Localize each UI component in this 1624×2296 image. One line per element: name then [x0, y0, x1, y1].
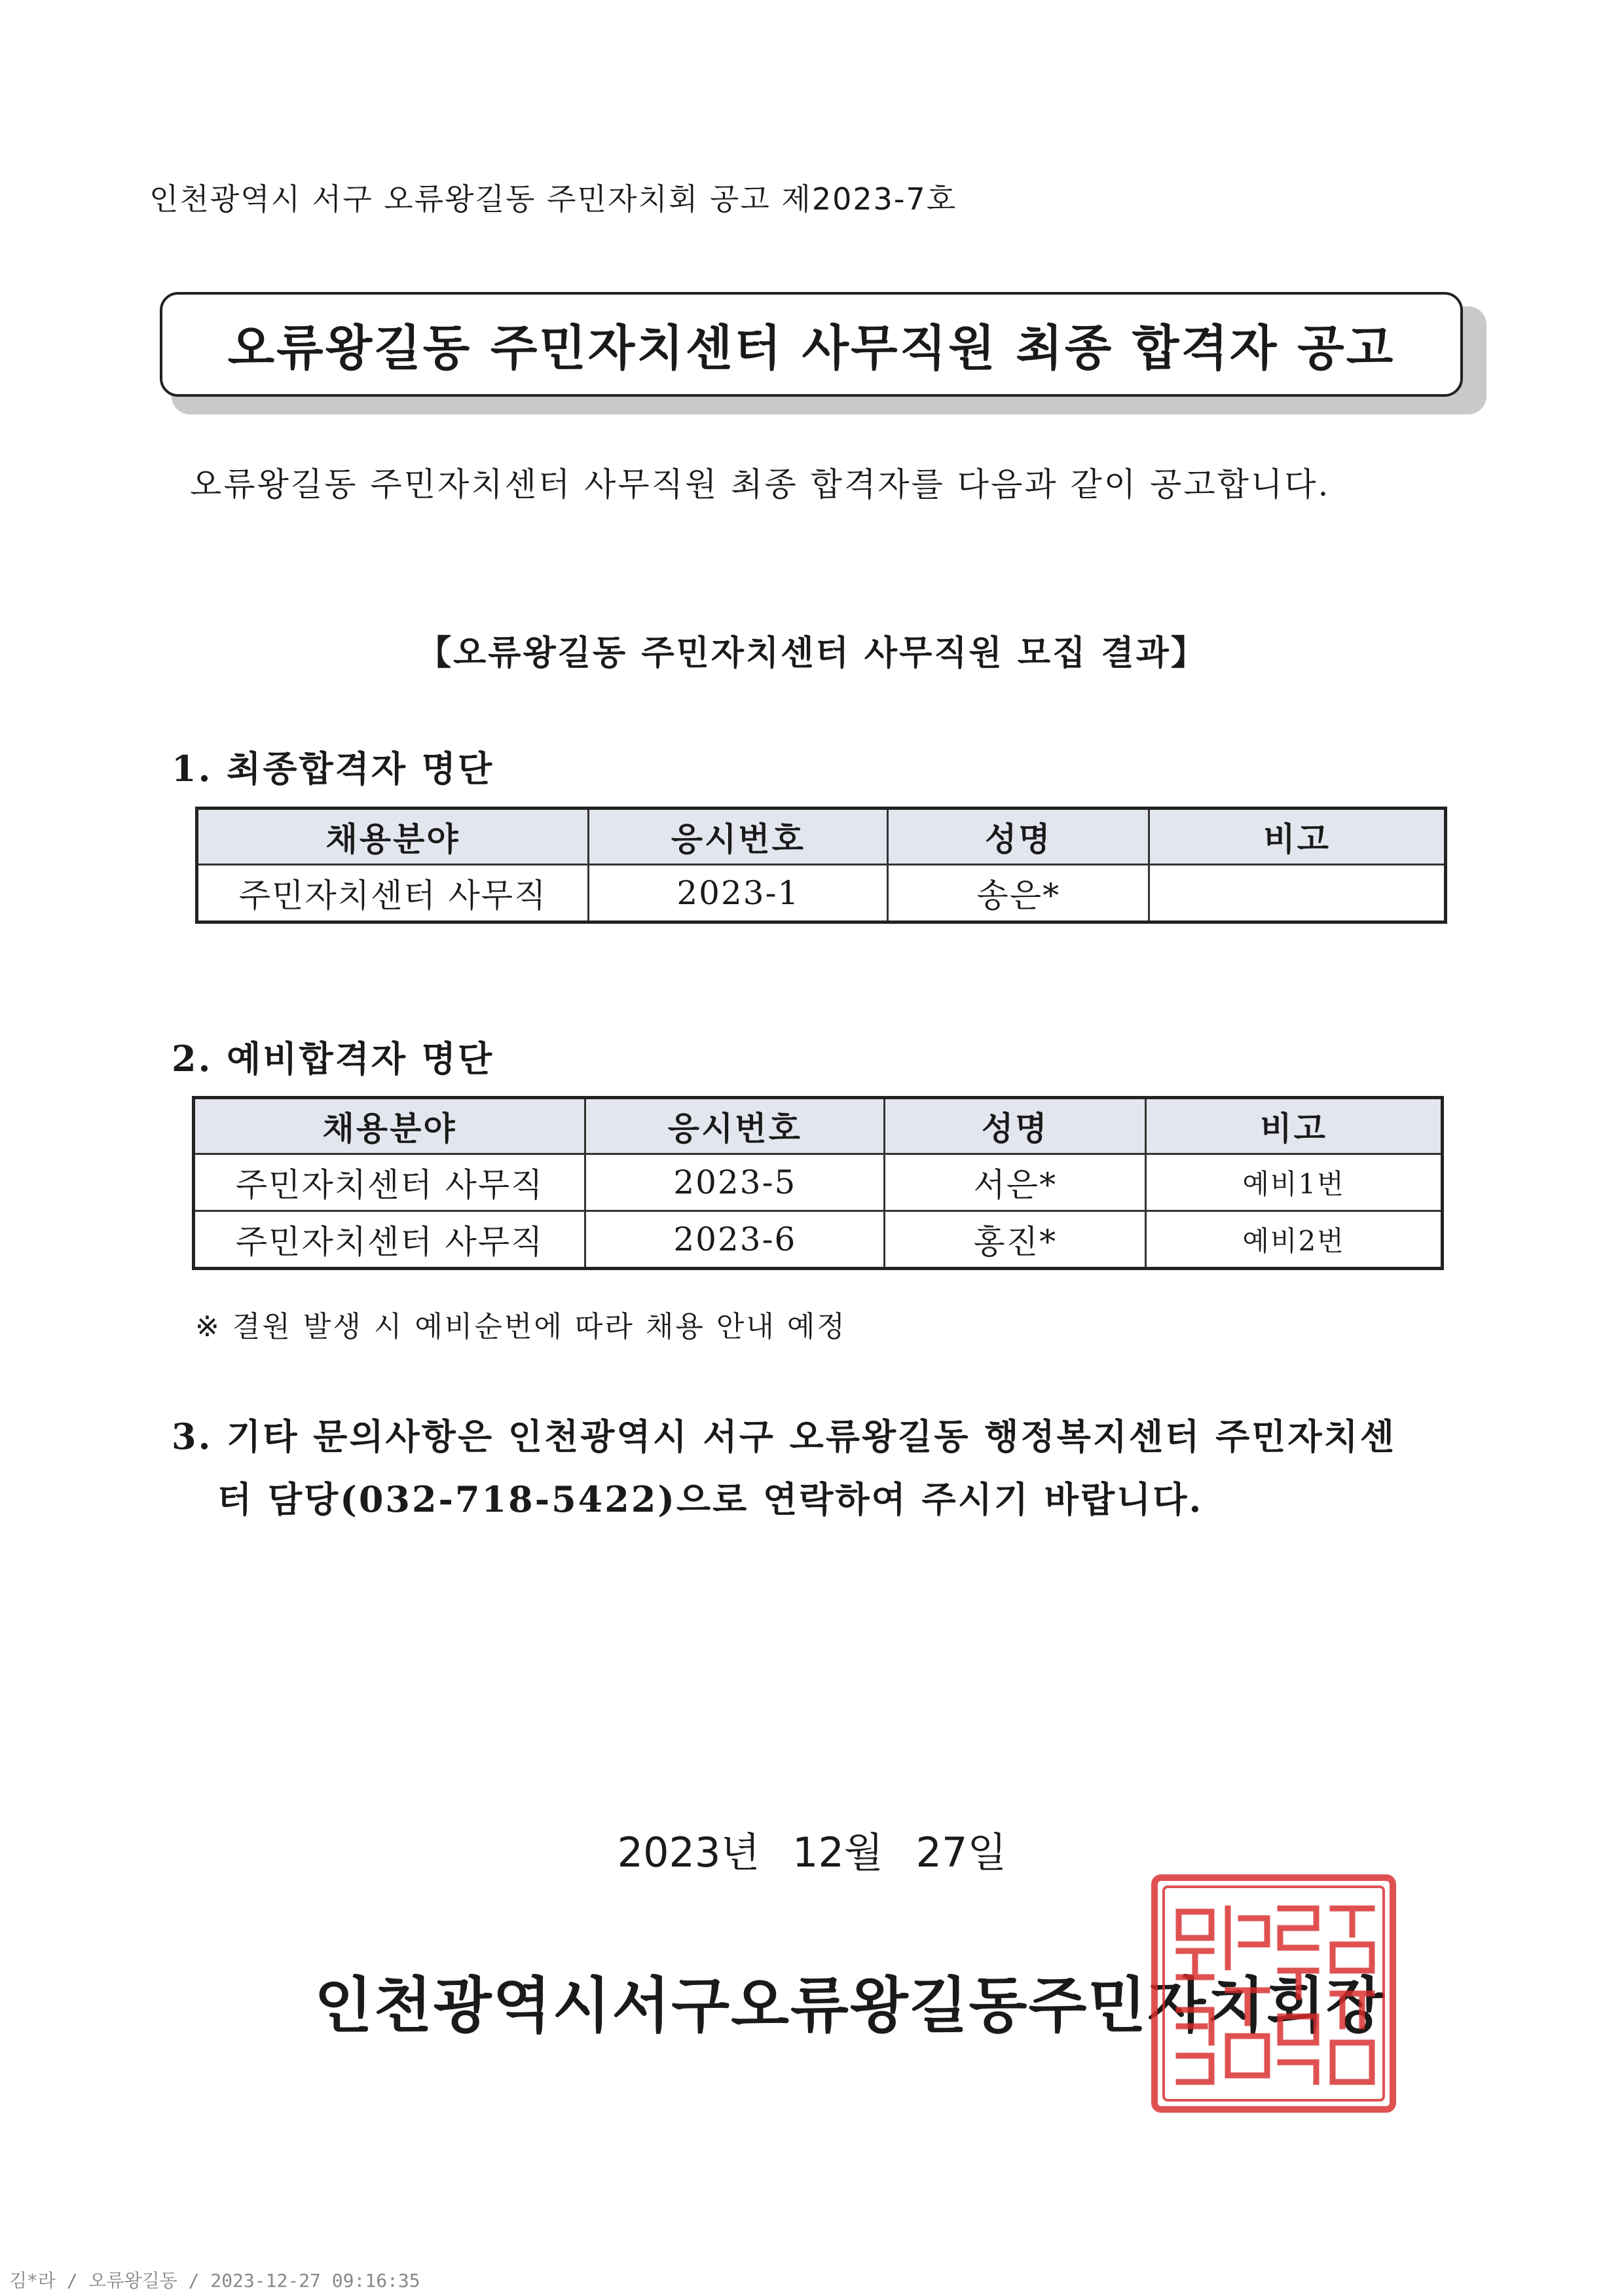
table-header-row	[194, 1098, 1443, 1154]
official-seal	[1149, 1872, 1398, 2115]
section3-contact	[172, 1405, 1488, 1531]
remarks-cell	[1149, 865, 1446, 922]
intro-paragraph: 오류왕길동 주민자치센터 사무직원 최종 합격자를 다음과 같이 공고합니다.	[190, 465, 1331, 503]
notice-date: 2023년 12월 27일	[617, 1829, 1007, 1876]
reserve-footnote: ※ 결원 발생 시 예비순번에 따라 채용 안내 예정	[195, 1310, 847, 1343]
table-row	[194, 1154, 1443, 1211]
column-header: 응시번호	[589, 809, 888, 865]
seal-icon	[1149, 1872, 1398, 2115]
column-header: 응시번호	[585, 1098, 885, 1154]
results-heading: 【오류왕길동 주민자치센터 사무직원 모집 결과】	[417, 633, 1207, 673]
name-cell: 홍진*	[885, 1211, 1146, 1269]
column-header: 채용분야	[194, 1098, 585, 1154]
column-header: 성명	[885, 1098, 1146, 1154]
applicant-number-cell: 2023-5	[585, 1154, 885, 1211]
document-title: 오류왕길동 주민자치센터 사무직원 최종 합격자 공고	[227, 320, 1395, 376]
table-row	[194, 1211, 1443, 1269]
applicant-number-cell: 2023-6	[585, 1211, 885, 1269]
name-cell: 송은*	[888, 865, 1149, 922]
table-header-row	[197, 809, 1446, 865]
column-header: 비고	[1146, 1098, 1443, 1154]
field-cell: 주민자치센터 사무직	[194, 1211, 585, 1269]
remarks-cell: 예비1번	[1146, 1154, 1443, 1211]
table-row	[197, 865, 1446, 922]
title-box	[160, 292, 1463, 397]
applicant-number-cell: 2023-1	[589, 865, 888, 922]
print-stamp-footer: 김*라 / 오류왕길동 / 2023-12-27 09:16:35	[9, 2270, 420, 2291]
reserve-passers-table	[192, 1096, 1444, 1270]
section1-heading: 1. 최종합격자 명단	[172, 748, 494, 790]
column-header: 성명	[888, 809, 1149, 865]
section3-line1: 3. 기타 문의사항은 인천광역시 서구 오류왕길동 행정복지센터 주민자치센	[172, 1415, 1396, 1457]
field-cell: 주민자치센터 사무직	[197, 865, 589, 922]
column-header: 채용분야	[197, 809, 589, 865]
section3-line2: 터 담당(032-718-5422)으로 연락하여 주시기 바랍니다.	[217, 1478, 1204, 1520]
section2-heading: 2. 예비합격자 명단	[172, 1038, 494, 1080]
notice-number: 인천광역시 서구 오류왕길동 주민자치회 공고 제2023-7호	[149, 181, 957, 217]
signer-name: 인천광역시서구오류왕길동주민자치회장	[314, 1970, 1386, 2041]
column-header: 비고	[1149, 809, 1446, 865]
final-passers-table	[195, 807, 1447, 924]
name-cell: 서은*	[885, 1154, 1146, 1211]
field-cell: 주민자치센터 사무직	[194, 1154, 585, 1211]
remarks-cell: 예비2번	[1146, 1211, 1443, 1269]
